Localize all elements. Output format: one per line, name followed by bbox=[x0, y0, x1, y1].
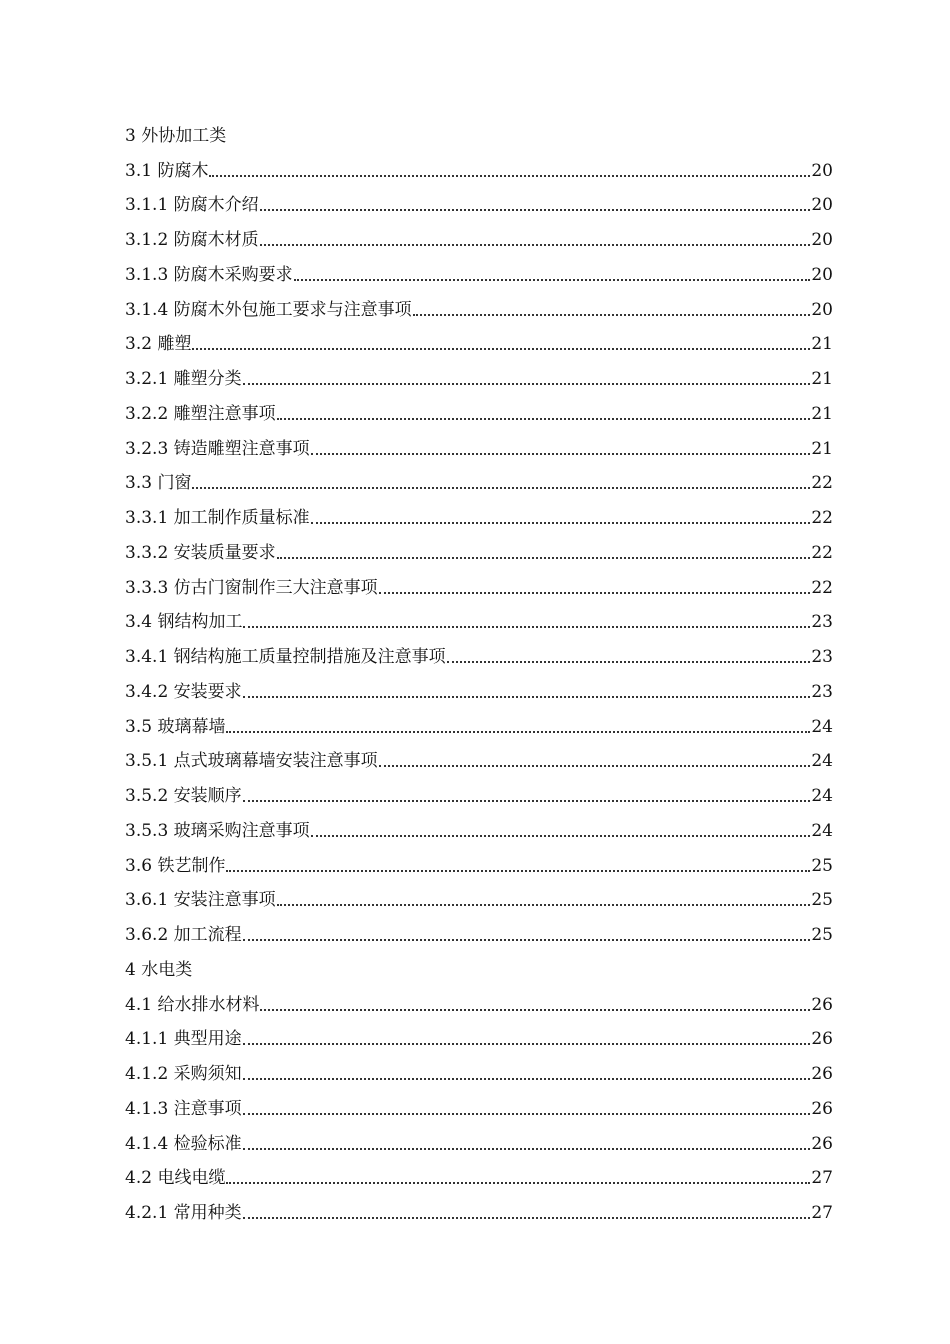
toc-entry[interactable] bbox=[125, 633, 833, 668]
toc-entry-label: 3.1.3 防腐木采购要求 bbox=[125, 264, 293, 285]
toc-dot-leader bbox=[243, 1078, 811, 1080]
toc-entry-label: 3.2.2 雕塑注意事项 bbox=[125, 403, 276, 424]
toc-entry-label: 4.2 电线电缆 bbox=[125, 1168, 226, 1189]
toc-entry-label: 3.3.3 仿古门窗制作三大注意事项 bbox=[125, 577, 378, 598]
toc-entry[interactable] bbox=[125, 668, 833, 703]
toc-entry[interactable] bbox=[125, 877, 833, 912]
toc-dot-leader bbox=[226, 731, 810, 733]
toc-entry[interactable] bbox=[125, 147, 833, 182]
toc-entry-label: 4.1 给水排水材料 bbox=[125, 994, 260, 1015]
toc-entry[interactable] bbox=[125, 286, 833, 321]
toc-page-number: 22 bbox=[811, 473, 833, 494]
toc-page-number: 23 bbox=[811, 647, 833, 667]
toc-page-number: 21 bbox=[811, 403, 833, 424]
toc-dot-leader bbox=[260, 209, 811, 211]
toc-entry[interactable] bbox=[125, 564, 833, 599]
toc-entry-label: 3.5.3 玻璃采购注意事项 bbox=[125, 820, 310, 841]
toc-entry-label: 4.1.1 典型用途 bbox=[125, 1029, 242, 1050]
toc-entry-label: 3.1.4 防腐木外包施工要求与注意事项 bbox=[125, 299, 412, 320]
toc-entry-label: 4.1.2 采购须知 bbox=[125, 1064, 242, 1084]
toc-entry-label: 3.6.2 加工流程 bbox=[125, 925, 242, 945]
toc-dot-leader bbox=[379, 765, 811, 767]
toc-entry-label: 4.1.4 检验标准 bbox=[125, 1133, 242, 1154]
toc-entry-label: 3.1 防腐木 bbox=[125, 160, 209, 181]
toc-entry[interactable] bbox=[125, 529, 833, 564]
toc-entry[interactable] bbox=[125, 390, 833, 425]
toc-entry-label: 3.5.2 安装顺序 bbox=[125, 786, 242, 806]
toc-chapter-heading bbox=[125, 946, 833, 981]
toc-page-number: 24 bbox=[811, 820, 833, 841]
toc-page-number: 20 bbox=[811, 264, 833, 285]
toc-entry[interactable] bbox=[125, 1189, 833, 1224]
toc-entry-label: 3.4.1 钢结构施工质量控制措施及注意事项 bbox=[125, 647, 446, 667]
toc-page-number: 25 bbox=[811, 890, 833, 911]
toc-entry-label: 3.3 门窗 bbox=[125, 473, 192, 494]
toc-dot-leader bbox=[243, 1148, 811, 1150]
toc-dot-leader bbox=[277, 418, 811, 420]
toc-dot-leader bbox=[260, 1009, 810, 1011]
toc-dot-leader bbox=[243, 1113, 811, 1115]
toc-page-number: 22 bbox=[811, 542, 833, 563]
toc-entry[interactable] bbox=[125, 981, 833, 1016]
toc-page-number: 22 bbox=[811, 508, 833, 528]
toc-dot-leader bbox=[243, 1043, 811, 1045]
toc-entry-label: 3.4 钢结构加工 bbox=[125, 612, 243, 633]
toc-dot-leader bbox=[243, 626, 810, 628]
toc-entry-label: 3.4.2 安装要求 bbox=[125, 681, 242, 702]
toc-entry-label: 3.6 铁艺制作 bbox=[125, 855, 226, 876]
toc-entry[interactable] bbox=[125, 807, 833, 842]
toc-page-number: 27 bbox=[811, 1168, 833, 1189]
toc-entry[interactable] bbox=[125, 1050, 833, 1085]
toc-dot-leader bbox=[243, 800, 811, 802]
toc-dot-leader bbox=[311, 522, 811, 524]
toc-entry[interactable] bbox=[125, 321, 833, 356]
toc-entry-label: 3.2.3 铸造雕塑注意事项 bbox=[125, 438, 310, 459]
toc-page-number: 26 bbox=[811, 994, 833, 1015]
toc-entry[interactable] bbox=[125, 460, 833, 495]
toc-page-number: 23 bbox=[811, 681, 833, 702]
toc-entry-label: 3.1.1 防腐木介绍 bbox=[125, 195, 259, 216]
toc-page-number: 27 bbox=[811, 1203, 833, 1223]
toc-entry[interactable] bbox=[125, 494, 833, 529]
toc-page-number: 23 bbox=[811, 612, 833, 633]
toc-dot-leader bbox=[311, 453, 811, 455]
toc-dot-leader bbox=[243, 696, 811, 698]
toc-page-number: 24 bbox=[811, 716, 833, 737]
toc-page-number: 20 bbox=[811, 299, 833, 320]
toc-entry-label: 3.2.1 雕塑分类 bbox=[125, 369, 242, 389]
toc-entry[interactable] bbox=[125, 1120, 833, 1155]
toc-dot-leader bbox=[447, 661, 811, 663]
toc-dot-leader bbox=[243, 1217, 811, 1219]
toc-entry[interactable] bbox=[125, 738, 833, 773]
toc-entry-label: 3.2 雕塑 bbox=[125, 334, 192, 355]
toc-entry[interactable] bbox=[125, 1155, 833, 1190]
toc-entry-label: 3.6.1 安装注意事项 bbox=[125, 890, 276, 911]
toc-page-number: 26 bbox=[811, 1029, 833, 1050]
toc-page-number: 25 bbox=[811, 855, 833, 876]
toc-dot-leader bbox=[226, 870, 810, 872]
toc-dot-leader bbox=[226, 1182, 810, 1184]
toc-entry[interactable] bbox=[125, 703, 833, 738]
toc-page-number: 26 bbox=[811, 1133, 833, 1154]
toc-entry-label: 3 外协加工类 bbox=[125, 125, 227, 146]
toc-entry[interactable] bbox=[125, 842, 833, 877]
toc-entry[interactable] bbox=[125, 772, 833, 807]
toc-chapter-heading bbox=[125, 112, 833, 147]
toc-dot-leader bbox=[413, 314, 811, 316]
toc-dot-leader bbox=[277, 904, 811, 906]
toc-page-number: 21 bbox=[811, 438, 833, 459]
toc-page-number: 21 bbox=[811, 334, 833, 355]
toc-dot-leader bbox=[209, 175, 810, 177]
toc-dot-leader bbox=[379, 592, 811, 594]
toc-page-number: 26 bbox=[811, 1098, 833, 1119]
toc-page-number: 20 bbox=[811, 230, 833, 250]
toc-entry[interactable] bbox=[125, 216, 833, 251]
toc-entry-label: 3.5.1 点式玻璃幕墙安装注意事项 bbox=[125, 751, 378, 772]
toc-entry-label: 3.5 玻璃幕墙 bbox=[125, 716, 226, 737]
toc-dot-leader bbox=[260, 244, 811, 246]
toc-entry-label: 4.1.3 注意事项 bbox=[125, 1098, 242, 1119]
toc-dot-leader bbox=[294, 279, 811, 281]
toc-dot-leader bbox=[192, 348, 810, 350]
toc-page-number: 26 bbox=[811, 1064, 833, 1084]
toc-page-number: 24 bbox=[811, 786, 833, 806]
toc-entry-label: 4 水电类 bbox=[125, 959, 193, 980]
toc-dot-leader bbox=[243, 939, 811, 941]
toc-dot-leader bbox=[192, 487, 810, 489]
toc-dot-leader bbox=[277, 557, 811, 559]
toc-entry-label: 3.3.1 加工制作质量标准 bbox=[125, 508, 310, 528]
toc-entry-label: 4.2.1 常用种类 bbox=[125, 1203, 242, 1223]
toc-dot-leader bbox=[243, 383, 811, 385]
toc-entry[interactable] bbox=[125, 425, 833, 460]
toc-page-number: 25 bbox=[811, 925, 833, 945]
toc-entry[interactable] bbox=[125, 911, 833, 946]
toc-entry[interactable] bbox=[125, 1016, 833, 1051]
toc-page-number: 24 bbox=[811, 751, 833, 772]
table-of-contents bbox=[125, 112, 833, 1224]
toc-entry[interactable] bbox=[125, 182, 833, 217]
toc-dot-leader bbox=[311, 835, 811, 837]
toc-page-number: 20 bbox=[811, 160, 833, 181]
toc-entry[interactable] bbox=[125, 355, 833, 390]
toc-entry[interactable] bbox=[125, 251, 833, 286]
toc-entry[interactable] bbox=[125, 599, 833, 634]
toc-entry-label: 3.3.2 安装质量要求 bbox=[125, 542, 276, 563]
toc-page-number: 20 bbox=[811, 195, 833, 216]
toc-entry[interactable] bbox=[125, 1085, 833, 1120]
toc-page-number: 22 bbox=[811, 577, 833, 598]
toc-page-number: 21 bbox=[811, 369, 833, 389]
toc-entry-label: 3.1.2 防腐木材质 bbox=[125, 230, 259, 250]
